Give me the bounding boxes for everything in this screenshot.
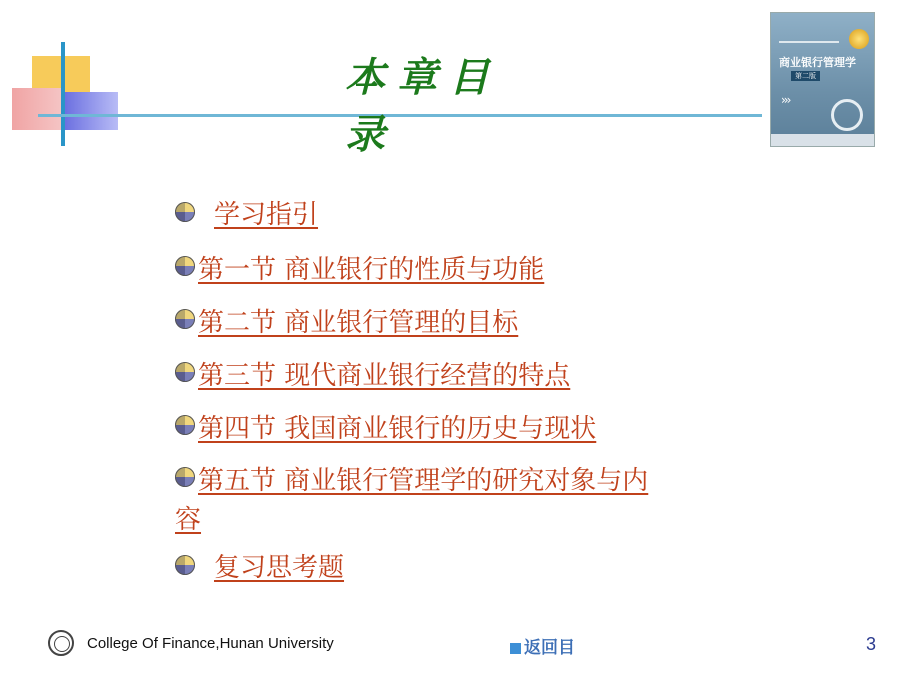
vertical-accent-line (61, 42, 65, 146)
deco-square-pink (12, 88, 64, 130)
back-to-contents-button[interactable] (510, 633, 575, 658)
bullet-icon (175, 415, 195, 435)
bullet-icon (175, 202, 195, 222)
toc-item-section-4[interactable]: 第四节 我国商业银行的历史与现状 (198, 414, 597, 444)
back-icon (510, 643, 521, 654)
toc-item-section-5[interactable]: 第五节 商业银行管理学的研究对象与内 (198, 466, 649, 496)
bullet-icon (175, 555, 195, 575)
toc-item-guide[interactable]: 学习指引 (214, 200, 319, 230)
book-cover-image (770, 12, 875, 147)
institution-name: College Of Finance,Hunan University (87, 635, 334, 652)
chevrons-icon: ››› (781, 93, 790, 107)
toc-item-section-2[interactable]: 第二节 商业银行管理的目标 (198, 308, 519, 338)
book-badge-icon (849, 29, 869, 49)
back-label: 返回目 (524, 638, 575, 658)
book-edition: 第二版 (791, 71, 820, 81)
bullet-icon (175, 256, 195, 276)
deco-square-blue (64, 92, 118, 130)
bullet-icon (175, 467, 195, 487)
bullet-icon (175, 309, 195, 329)
toc-item-section-1[interactable]: 第一节 商业银行的性质与功能 (198, 255, 545, 285)
toc-item-section-3[interactable]: 第三节 现代商业银行经营的特点 (198, 361, 571, 391)
bullet-icon (175, 362, 195, 382)
book-title: 商业银行管理学 (779, 56, 856, 69)
toc-item-review[interactable]: 复习思考题 (214, 553, 345, 583)
toc-item-section-5-cont[interactable]: 容 (175, 505, 202, 535)
university-seal-icon (48, 630, 74, 656)
page-number: 3 (866, 634, 877, 654)
circle-logo-icon (831, 99, 863, 131)
page-title: 本章目录 (345, 54, 501, 158)
